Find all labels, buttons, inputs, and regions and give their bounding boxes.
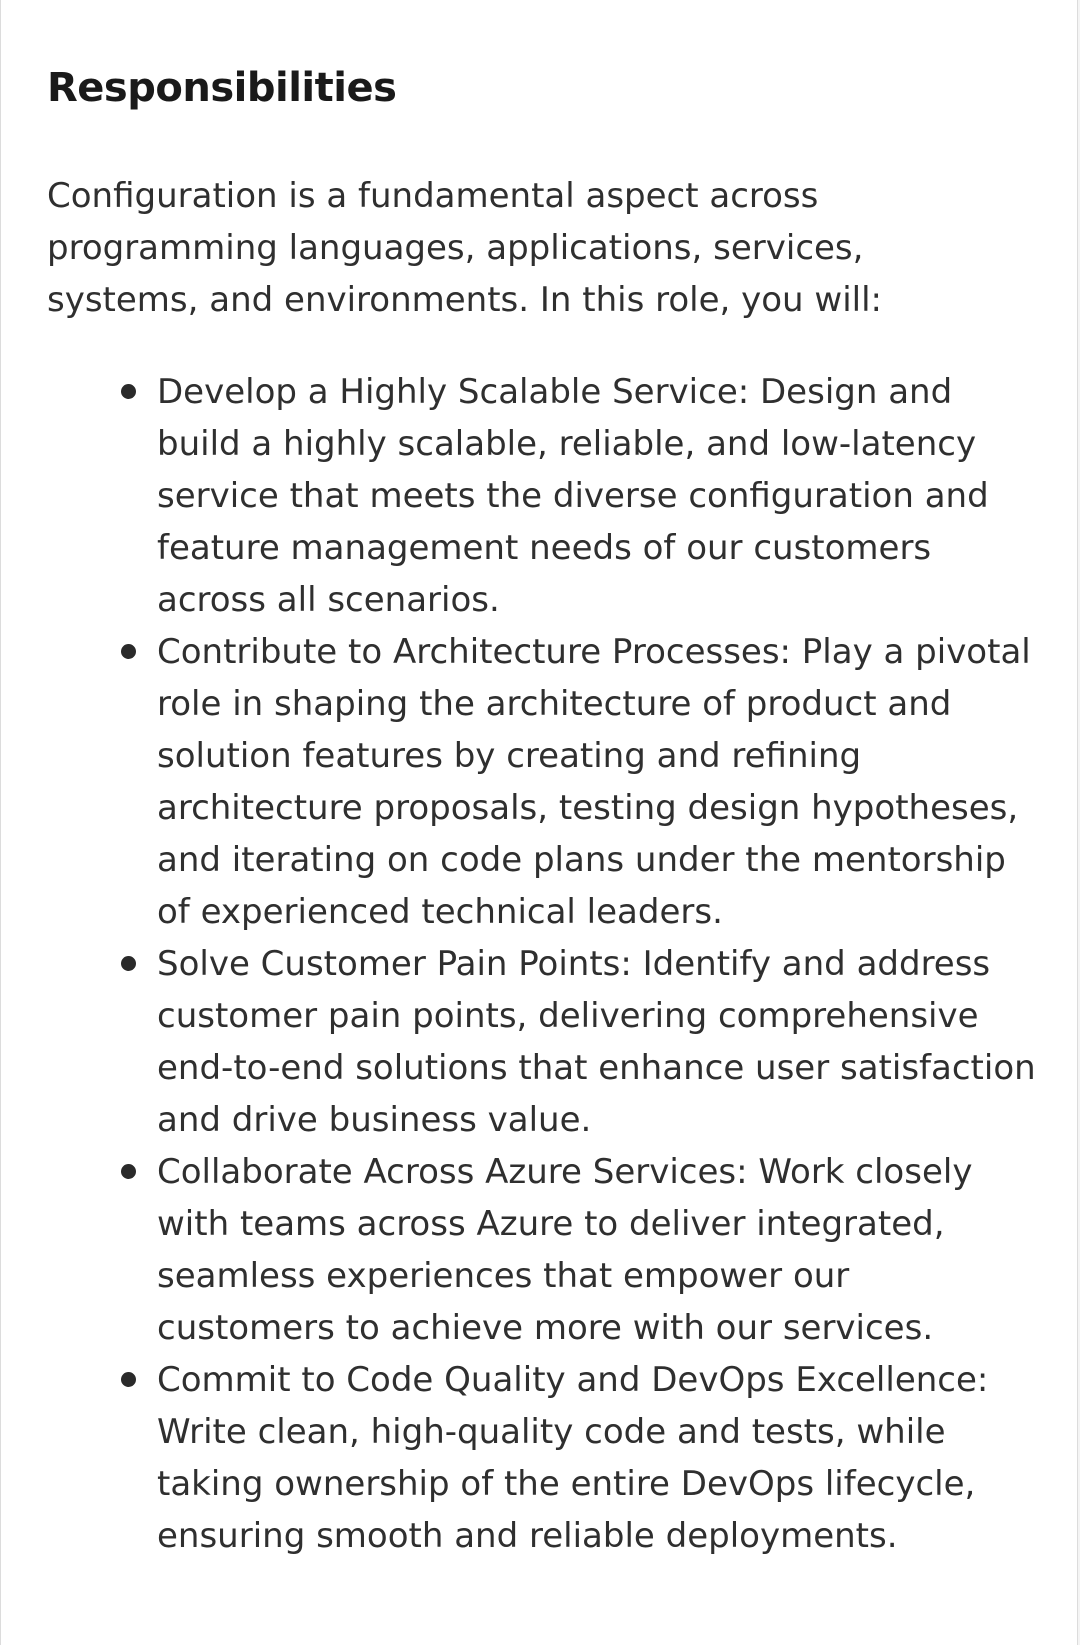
list-item (157, 1354, 1037, 1562)
bullet-icon (121, 956, 136, 971)
bullet-icon (121, 1164, 136, 1179)
list-item (157, 1146, 1037, 1354)
list-item-text: Solve Customer Pain Points: Identify and address customer pain points, delivering comprehensive end-to-end solutions that enhance user satisfaction and drive business value. (157, 944, 1036, 1140)
section-heading: Responsibilities (47, 65, 397, 111)
list-item (157, 938, 1037, 1146)
list-item-text: Collaborate Across Azure Services: Work closely with teams across Azure to deliver integrated, seamless experiences that empower our customers to achieve more with our services. (157, 1152, 973, 1348)
intro-paragraph: Configuration is a fundamental aspect across programming languages, applications, services, systems, and environments. In this role, you will: (47, 176, 883, 320)
bullet-icon (121, 384, 136, 399)
list-item-text: Commit to Code Quality and DevOps Excellence: Write clean, high-quality code and tests, while taking ownership of the entire DevOps lifecycle, ensuring smooth and reliable deployments. (157, 1360, 989, 1556)
list-item-text: Contribute to Architecture Processes: Play a pivotal role in shaping the architecture of product and solution features by creating and refining architecture proposals, testing design hypotheses, and iterating on code plans under the mentorship of experienced technical leaders. (157, 632, 1031, 932)
list-item-text: Develop a Highly Scalable Service: Design and build a highly scalable, reliable, and low-latency service that meets the diverse configuration and feature management needs of our customers across all scenarios. (157, 372, 989, 620)
responsibilities-section (47, 58, 1037, 1562)
list-item (157, 366, 1037, 626)
responsibilities-list (47, 366, 1037, 1562)
bullet-icon (121, 644, 136, 659)
list-item (157, 626, 1037, 938)
bullet-icon (121, 1372, 136, 1387)
